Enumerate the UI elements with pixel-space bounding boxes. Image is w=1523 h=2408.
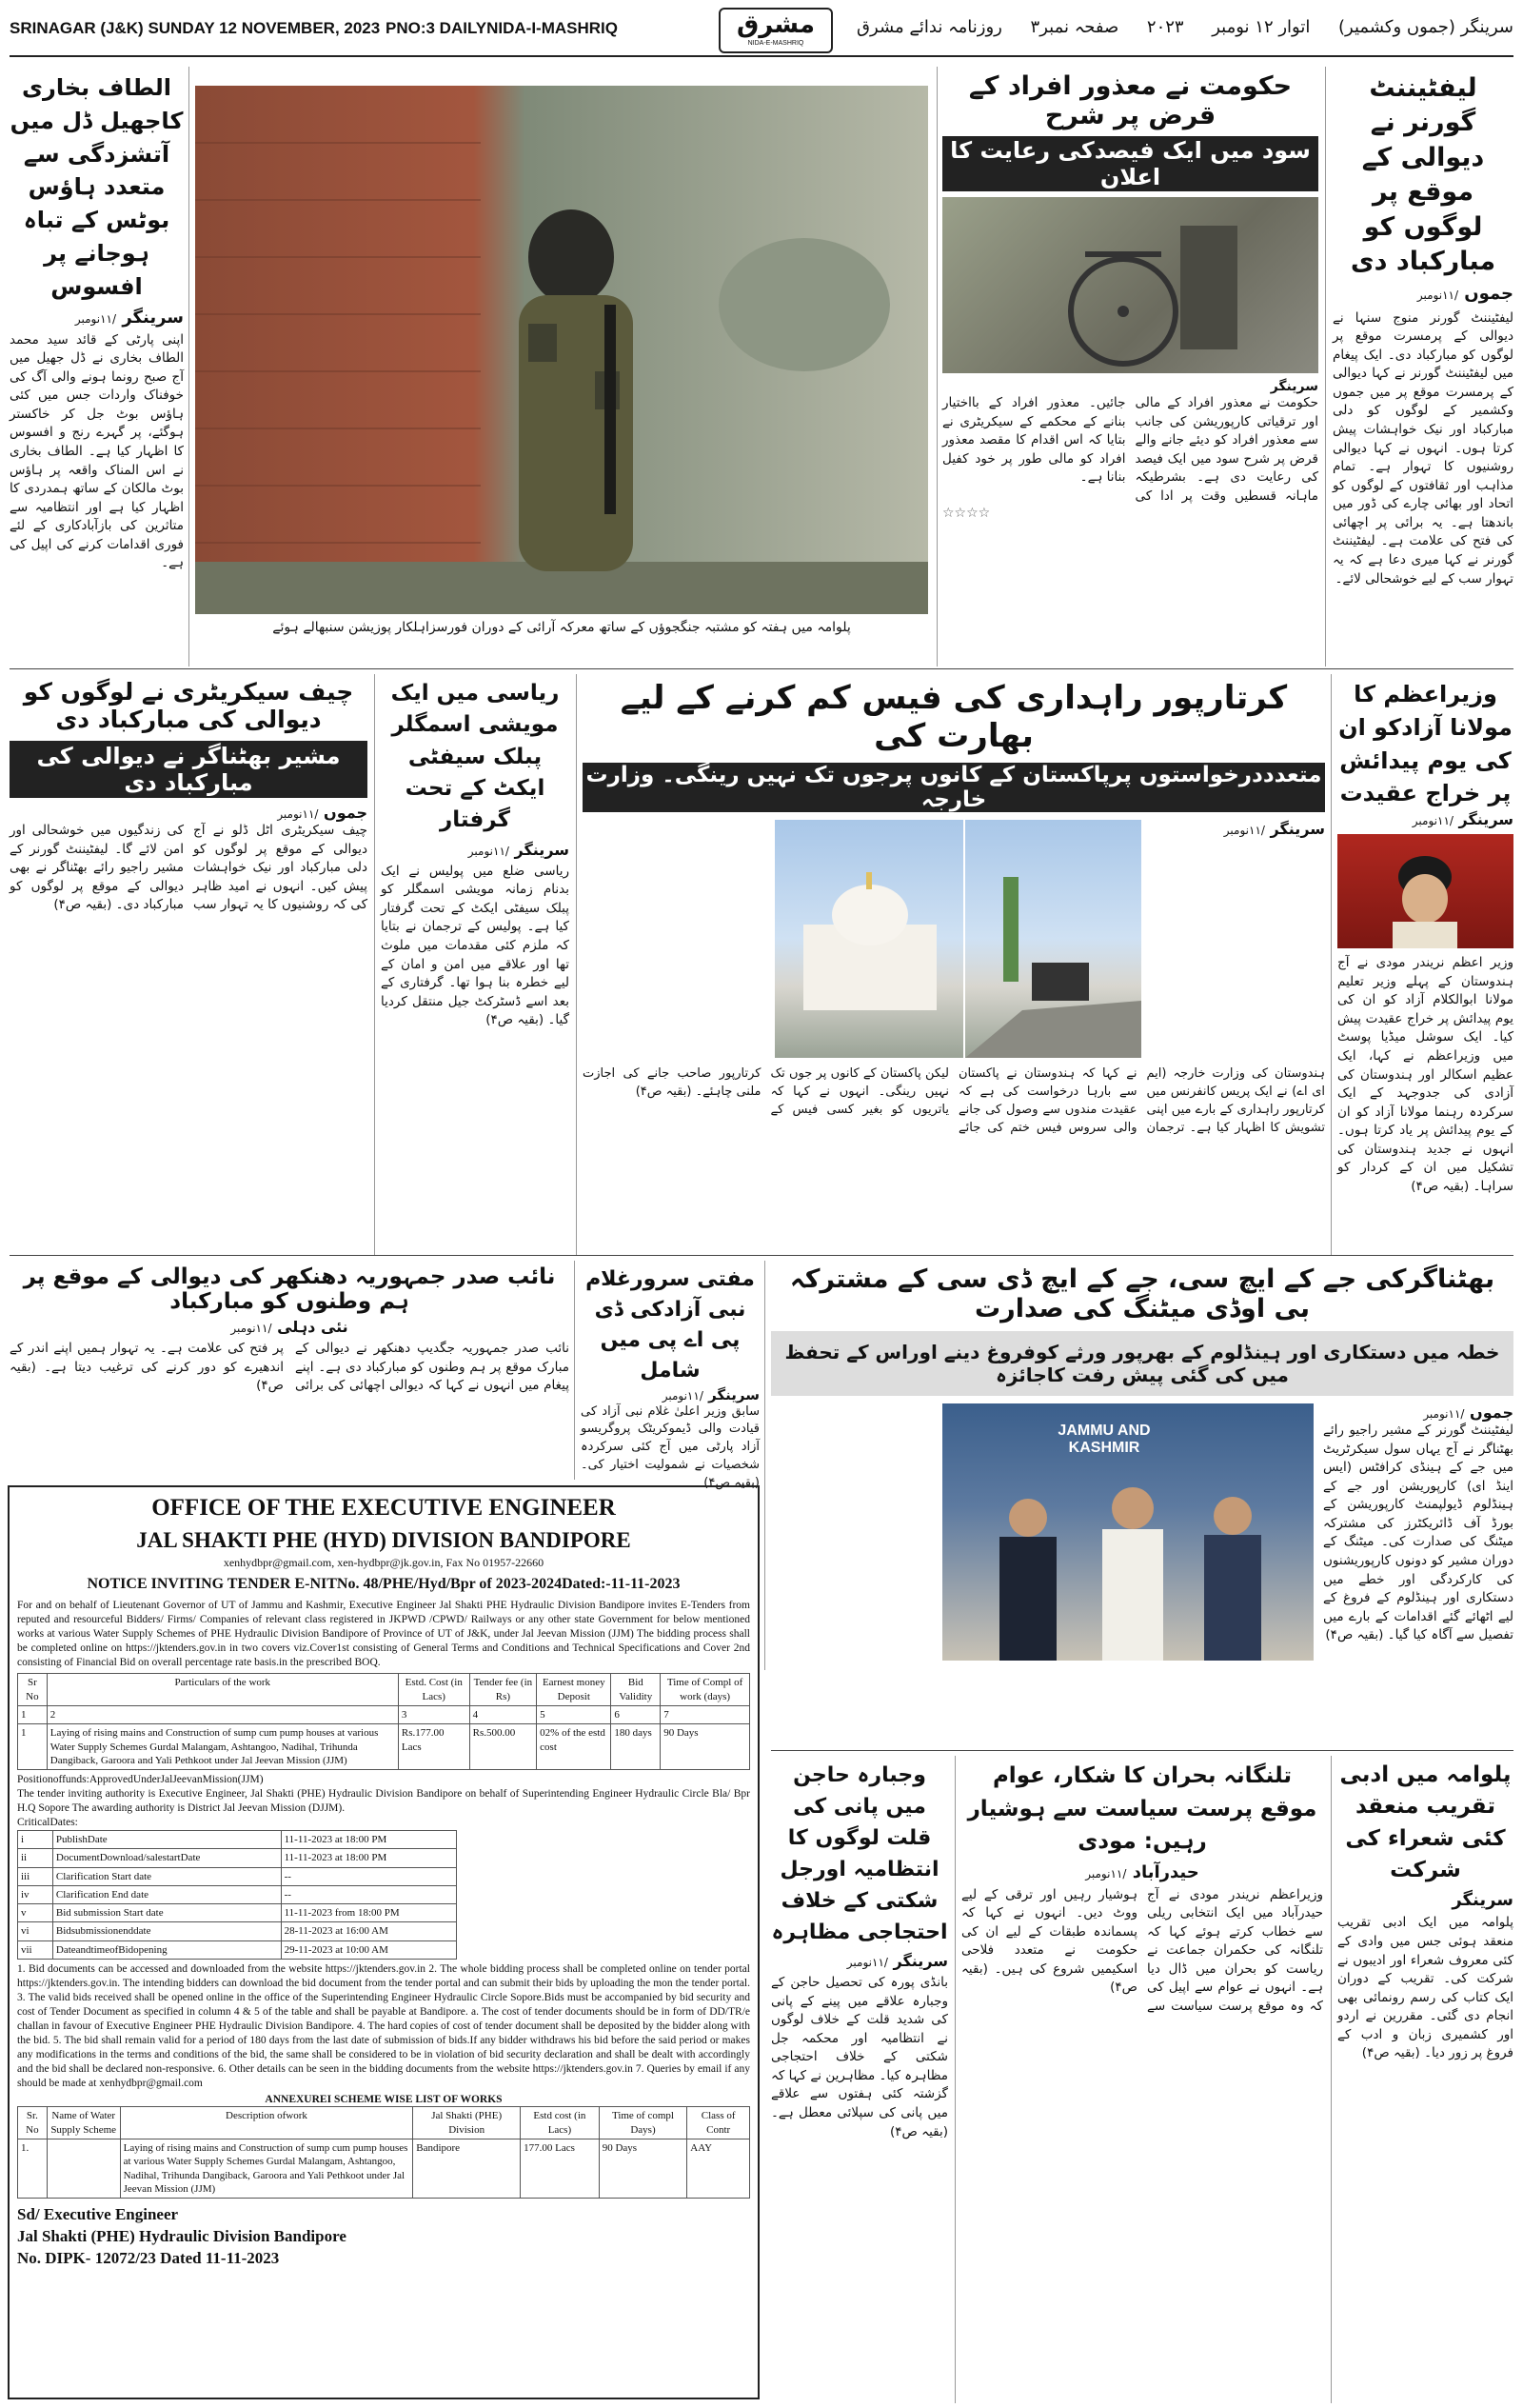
headline: تلنگانہ بحران کا شکار، عوام موقع پرست سیاست سے ہوشیار رہیں: مودی (967, 1763, 1317, 1854)
dateline-date: /۱۱نومبر (662, 1388, 703, 1403)
photo-sign: JAMMU AND KASHMIR (1058, 1423, 1151, 1456)
table-row (18, 1922, 457, 1940)
story-azad (1337, 678, 1513, 1249)
wheelchair-photo (942, 197, 1318, 373)
dateline-date: /۱۱نومبر (277, 807, 319, 821)
story-pulwama (1337, 1760, 1513, 2398)
headline: لیفٹیننٹ گورنر نے دیوالی کے موقع پر لوگوں کو مبارکباد دی (1350, 73, 1496, 277)
table-cell: 90 Days (599, 2139, 687, 2199)
banner: مشیر بھٹناگر نے دیوالی کی مبارکباد دی (10, 741, 367, 798)
dateline-date: /۱۱نومبر (230, 1322, 272, 1335)
dateline-date: /۱۱نومبر (1416, 288, 1459, 302)
sign-line-1: Sd/ Executive Engineer (17, 2205, 179, 2224)
main-photo-block (195, 86, 928, 657)
body: وزیراعظم نریندر مودی نے آج حیدرآباد میں ایک انتخابی ریلی سے خطاب کرتے ہوئے کہا کہ تلنگانہ کی حکمران جماعت نے ریاست کو بحران میں ڈال دیا ہے۔ انہوں نے عوام سے اپیل کی کہ وہ موقع پرست سیاست سے ہوشیار رہیں اور ترقی کے لیے ووٹ دیں۔ انہوں نے کہا کہ پسماندہ طبقات کے لیے ان کی حکومت نے متعدد فلاحی اسکیمیں شروع کی ہیں۔ (بقیہ ص۴) (961, 1886, 1323, 2014)
body: ہندوستان کی وزارت خارجہ (ایم ای اے) نے ایک پریس کانفرنس میں کرتارپور راہداری کے بارے میں اپنی تشویش کا اظہار کیا ہے۔ ترجمان نے کہا کہ ہندوستان نے پاکستان سے بارہا درخواست کی ہے کہ عقیدت مندوں سے وصول کی جانے والی سروس فیس ختم کی جائے لیکن پاکستان کے کانوں پر جوں تک نہیں رینگی۔ انہوں نے کہا کہ یاتریوں کو بغیر کسی فیس کے کرتارپور صاحب جانے کی اجازت ملنی چاہئے۔ (بقیہ ص۴) (583, 1066, 1325, 1135)
table-cell: 11-11-2023 from 18:00 PM (281, 1904, 456, 1922)
table-row (18, 1940, 457, 1959)
masthead (10, 8, 1513, 57)
headline: مفتی سرورغلام نبی آزادکی ڈی پی اے پی میں شامل (585, 1267, 755, 1383)
table-header: Tender fee (in Rs) (469, 1674, 537, 1706)
table-cell: 02% of the estd cost (537, 1724, 611, 1770)
table-cell: Bandipore (413, 2139, 521, 2199)
body: بانڈی پورہ کی تحصیل حاجن کے وجبارہ علاقے میں پینے کے پانی کی شدید قلت کے خلاف لوگوں نے انتظامیہ اور محکمہ جل شکتی کے خلاف احتجاجی مظاہرہ کیا۔ مظاہرین نے کہا کہ گزشتہ کئی ہفتوں سے علاقے میں پانی کی سپلائی معطل ہے۔ (بقیہ ص۴) (771, 1975, 948, 2139)
body: لیفٹیننٹ گورنر منوج سنہا نے دیوالی کے پرمسرت موقع پر لوگوں کو مبارکباد دی۔ ایک پیغام میں لیفٹیننٹ گورنر نے کہا دیوالی کے پرمسرت موقع پر میں جموں وکشمیر کے لوگوں کو دلی مبارکباد اور نیک خواہشات پیش کرتا ہوں۔ انہوں نے کہا دیوالی روشنیوں کا تہوار ہے۔ تمام مذاہب اور ثقافتوں کے لوگوں کو اتحاد اور بھائی چارے کی ڈور میں باندھتا ہے۔ یہ برائی پر اچھائی کی فتح کی علامت ہے۔ لیفٹیننٹ گورنر نے کہا میری دعا ہے کہ یہ تہوار سب کے لیے خوشحالی لائے۔ (1333, 309, 1513, 587)
table-cell: DocumentDownload/salestartDate (52, 1849, 281, 1867)
dateline-date: /۱۱نومبر (1085, 1866, 1127, 1881)
divider (1331, 674, 1332, 1255)
table-cell: 6 (611, 1706, 661, 1724)
table-cell: iii (18, 1867, 53, 1885)
divider (955, 1756, 956, 2403)
headline: کرتارپور راہداری کی فیس کم کرنے کے لیے بھارت کی (620, 679, 1288, 755)
table-cell: i (18, 1831, 53, 1849)
table-header-row (18, 1674, 750, 1706)
divider (937, 67, 938, 667)
soldier-illustration (195, 86, 928, 614)
sign-line-2: Jal Shakti (PHE) Hydraulic Division Bandipore (17, 2227, 346, 2246)
banner: متعدددرخواستوں پرپاکستان کے کانوں پرجوں تک نہیں رینگی۔ وزارت خارجہ (583, 763, 1325, 812)
table-cell: Rs.500.00 (469, 1724, 537, 1770)
table-header: Estd cost (in Lacs) (521, 2107, 600, 2139)
sign-line-3: No. DIPK- 12072/23 Dated 11-11-2023 (17, 2249, 280, 2268)
table-cell: 1 (18, 1724, 48, 1770)
story-lg-diwali (1333, 71, 1513, 662)
headline: نائب صدر جمہوریہ دھنکھر کی دیوالی کے موقع پر ہم وطنوں کو مبارکباد (23, 1264, 556, 1314)
divider (1331, 1756, 1332, 2403)
dateline: جموں (324, 804, 367, 822)
story-mufti (581, 1264, 760, 1490)
gurdwara-illustration (775, 820, 1141, 1058)
table-row (18, 1724, 750, 1770)
table-row (18, 1867, 457, 1885)
tender-signature (17, 2204, 750, 2270)
story-kartarpur (583, 678, 1325, 1249)
masthead-logo (719, 8, 833, 53)
logo-sub: NIDA-E-MASHRIQ (747, 40, 804, 47)
table-cell: 1. (18, 2139, 48, 2199)
table-header: Earnest money Deposit (537, 1674, 611, 1706)
tender-office: OFFICE OF THE EXECUTIVE ENGINEER (151, 1495, 616, 1521)
headline: وجبارہ حاجن میں پانی کی قلت لوگوں کا انتظامیہ اورجل شکتی کے خلاف احتجاجی مظاہرہ (771, 1763, 948, 1944)
dateline: سرینگر (893, 1952, 948, 1970)
kartarpur-photo (775, 820, 1141, 1058)
dateline: سرینگر (708, 1385, 760, 1403)
row-divider (10, 668, 1513, 669)
divider (764, 1261, 765, 1670)
dateline: نئی دہلی (277, 1318, 348, 1336)
masthead-paper: روزنامہ ندائے مشرق (857, 17, 1002, 37)
table-cell: vii (18, 1940, 53, 1959)
tender-intro: For and on behalf of Lieutenant Governor of UT of Jammu and Kashmir, Executive Engineer Jal Shakti PHE Hydraulic Division Bandipore invites E-Tenders from reputed and resourceful Bidders/ Firms/ Companies of relevant class registered in JKPWD /CPWD/ Railways or any other state Government for below mentioned works at various Water Supply Schemes of PHE Hydraulic Division Bandipore of Province of UT of J&K, under Jal Jeevan Mission (JJM) The bidding process shall be completed online on https://jktenders.gov.in in two covers viz.Cover1st consisting of General Terms and Conditions and Technical Specifications and Cover 2nd consisting of Financial Bid on overall percentage rate basis.in the prescribed BOQ. (17, 1599, 750, 1668)
story-bhatnagar (771, 1264, 1513, 1750)
divider (574, 1261, 575, 1480)
tender-notes: 1. Bid documents can be accessed and downloaded from the website https://jktenders.gov.in 2. The whole bidding process shall be completed online on tender portal https://jktenders.gov.in. The intending bidders can download the bid document from the tender portal and can submit their bids by uploading the mon the tender portal. 3. The valid bids received shall be opened online in the office of the Superintending Engineer Hydraulic Circle Sopore.Bids must be accompanied by bid security and cost of Tender Document as specified in column 4 & 5 of the table and shall be payable at Bandipore. a. The cost of tender documents should be in form of DD/TR/e challan in favour of Executive Engineer PHE Hydraulic Division Bandipore. 4. The hard copies of cost of tender document shall be deposited by the bidder along with the bid. 5. The bid shall remain valid for a period of 180 days from the last date of submission of bids.If any bidder withdraws his bid before the said period or makes any modifications in the terms and conditions of the bid, the same shall be considered to be in violation of bid security declaration and shall be dealt with accordingly and the bid shall be declared non-responsive. 6. Other details can be seen in the bidding documents from the website https://jktenders.gov.in 7. Queries by email if any should be made at xenhydbpr@gmail.com (17, 1963, 750, 2089)
table-cell: Rs.177.00 Lacs (398, 1724, 469, 1770)
table-header: Time of Compl of work (days) (661, 1674, 750, 1706)
masthead-right (857, 17, 1513, 37)
divider (576, 674, 577, 1255)
divider (188, 67, 189, 667)
table-cell: 4 (469, 1706, 537, 1724)
table-cell: 3 (398, 1706, 469, 1724)
tender-authority: The tender inviting authority is Executive Engineer, Jal Shakti (PHE) Hydraulic Division Bandipore on behalf of Superintending Engineer Hydraulic Circle Bla/ Bpr H.Q Sopore The awarding authority is District Jal Jeevan Mission (DJJM). (17, 1788, 750, 1815)
table-header: Time of compl Days) (599, 2107, 687, 2139)
masthead-year: ۲۰۲۳ (1146, 17, 1184, 37)
wheelchair-icon (942, 197, 1318, 373)
table-index-row (18, 1706, 750, 1724)
table-header: Estd. Cost (in Lacs) (398, 1674, 469, 1706)
tender-annex-title: ANNEXUREI SCHEME WISE LIST OF WORKS (265, 2093, 503, 2105)
table-cell: 11-11-2023 at 18:00 PM (281, 1849, 456, 1867)
story-chief-secretary (10, 678, 367, 1249)
headline: چیف سیکریٹری نے لوگوں کو دیوالی کی مبارکباد دی (23, 678, 354, 733)
body: سابق وزیر اعلیٰ غلام نبی آزاد کی قیادت والی ڈیموکریٹک پروگریسو آزاد پارٹی میں آج کئی سرکردہ شخصیات نے شمولیت اختیار کی۔ (بقیہ ص۴) (581, 1403, 760, 1490)
dateline: سرینگر (514, 840, 569, 859)
table-row (18, 1831, 457, 1849)
banner: سود میں ایک فیصدکی رعایت کا اعلان (942, 136, 1318, 191)
dateline: جموں (1464, 283, 1513, 304)
soldier-photo (195, 86, 928, 614)
table-cell: 90 Days (661, 1724, 750, 1770)
table-cell: 180 days (611, 1724, 661, 1770)
tender-dates-table (17, 1830, 457, 1960)
table-cell: Bidsubmissionenddate (52, 1922, 281, 1940)
table-cell: 29-11-2023 at 10:00 AM (281, 1940, 456, 1959)
dateline: سرینگر (1458, 810, 1513, 829)
headline: الطاف بخاری کاجھیل ڈل میں آتشزدگی سے متعدد ہاؤس بوٹس کے تباہ ہوجانے پر افسوس (10, 74, 184, 300)
table-cell: Laying of rising mains and Construction of sump cum pump houses at various Water Supply Schemes Gurdal Malangam, Ashtangoo, Nadihal, Trihunda Dangiback, Garoora and Yali Pethkoot under Jal Jeevan Mission (JJM) (47, 1724, 398, 1770)
logo-text: مشرق (737, 10, 815, 39)
divider (1325, 67, 1326, 667)
table-header: Name of Water Supply Scheme (47, 2107, 120, 2139)
story-water-protest (771, 1760, 948, 2398)
table-cell: 11-11-2023 at 18:00 PM (281, 1831, 456, 1849)
table-header: Jal Shakti (PHE) Division (413, 2107, 521, 2139)
table-cell: -- (281, 1867, 456, 1885)
table-cell: 28-11-2023 at 16:00 AM (281, 1922, 456, 1940)
table-header-row (18, 2107, 750, 2139)
dateline: جموں (1470, 1403, 1513, 1422)
table-header: Bid Validity (611, 1674, 661, 1706)
body: ریاسی ضلع میں پولیس نے ایک بدنام زمانہ مویشی اسمگلر کو پبلک سیفٹی ایکٹ کے تحت گرفتار کیا ہے۔ پولیس کے ترجمان نے بتایا کہ ملزم کئی مقدمات میں ملوث تھا اور علاقے میں امن و امان کے لیے خطرہ بنا ہوا تھا۔ گرفتاری کے بعد اسے ڈسٹرکٹ جیل منتقل کردیا گیا۔ (بقیہ ص۴) (381, 863, 569, 1028)
dateline: سرینگر (1452, 1890, 1513, 1911)
row-divider (10, 1255, 1513, 1256)
headline: ریاسی میں ایک مویشی اسمگلر پبلک سیفٹی ایکٹ کے تحت گرفتار (390, 681, 560, 833)
body: اپنی پارٹی کے قائد سید محمد الطاف بخاری نے ڈل جھیل میں آج صبح رونما ہونے والی آگ کی خوفناک واردات جس میں کئی ہاؤس بوٹ جل کر خاکستر ہوگئے، پر گہرے رنج و افسوس کا اظہار کیا ہے۔ الطاف بخاری نے اس المناک واقعہ پر ہاؤس بوٹ مالکان کے ساتھ ہمدردی کا اظہار کیا ہے اور انتظامیہ سے متاثرین کی بازآبادکاری کے لئے فوری اقدامات کرنے کی اپیل کی ہے۔ (10, 331, 184, 571)
people-illustration (942, 1403, 1314, 1661)
tender-division: JAL SHAKTI PHE (HYD) DIVISION BANDIPORE (136, 1527, 631, 1552)
table-cell: Laying of rising mains and Construction of sump cum pump houses at various Water Supply Schemes Gurdal Malangam, Ashtangoo, Nadihal, Trihunda Dangiback, Garoora and Yali Pethkoot under Jal Jeevan Mission (JJM) (120, 2139, 413, 2199)
table-cell: ii (18, 1849, 53, 1867)
masthead-page: صفحہ نمبر۳ (1030, 17, 1119, 37)
table-cell: -- (281, 1885, 456, 1903)
story-smuggler (381, 678, 569, 1249)
tender-funds: Positionoffunds:ApprovedUnderJalJeevanMission(JJM) (17, 1774, 264, 1786)
table-cell: AAY (687, 2139, 750, 2199)
photo-caption: پلوامہ میں ہفتہ کو مشتبہ جنگجوؤں کے ساتھ معرکہ آرائی کے دوران فورسزاہلکار پوزیشن سنبھالے ہوئے (272, 620, 851, 635)
table-cell: iv (18, 1885, 53, 1903)
body: حکومت نے معذور افراد کے مالی اور ترقیاتی کارپوریشن کی جانب سے معذور افراد کو دیئے جانے والے قرض پر شرح سود میں ایک فیصد کی رعایت دی ہے۔ بشرطیکہ ماہانہ قسطیں وقت پر ادا کی جائیں۔ معذور افراد کے بااختیار بنانے کے محکمے کے سیکریٹری نے بتایا کہ اس اقدام کا مقصد معذور افراد کو مالی طور پر خود کفیل بنانا ہے۔ (942, 395, 1318, 504)
table-header: Description ofwork (120, 2107, 413, 2139)
body: لیفٹیننٹ گورنر کے مشیر راجیو رائے بھٹناگر نے آج یہاں سول سیکرٹریٹ میں جے کے ہینڈی کرافٹس (ایس اینڈ ای) کارپوریشن اور جے کے ہینڈلوم ڈیولپمنٹ کارپوریشن کے بورڈ آف ڈائریکٹرز کی مشترکہ میٹنگ کی صدارت کی۔ میٹنگ کے دوران مشیر کو دونوں کارپوریشنوں کی کارکردگی اور خطے میں دستکاری اور ہینڈلوم کے فروغ کے لیے اٹھائے گئے اقدامات کے بارے میں تفصیل سے آگاہ کیا گیا۔ (بقیہ ص۴) (1323, 1423, 1513, 1643)
tender-annex-table (17, 2106, 750, 2199)
meeting-photo (942, 1403, 1314, 1661)
dateline-date: /۱۱نومبر (846, 1956, 888, 1969)
dateline: حیدرآباد (1132, 1861, 1199, 1882)
dateline-date: /۱۱نومبر (74, 311, 117, 326)
headline: پلوامہ میں ادبی تقریب منعقد کئی شعراء کی شرکت (1339, 1762, 1512, 1883)
dateline: سرینگر (1270, 820, 1325, 838)
dateline-date: /۱۱نومبر (1223, 824, 1265, 837)
table-header: Class of Contr (687, 2107, 750, 2139)
body: چیف سیکریٹری اٹل ڈلو نے آج دیوالی کے موقع پر لوگوں کو دلی مبارکباد اور نیک خواہشات پیش کیں۔ انہوں نے امید ظاہر کی کہ روشنیوں کا یہ تہوار سب کی زندگیوں میں خوشحالی اور امن لائے گا۔ لیفٹیننٹ گورنر کے مشیر راجیو رائے بھٹناگر نے بھی دیوالی کے موقع پر لوگوں کو مبارکباد دی۔ (بقیہ ص۴) (10, 823, 367, 913)
table-cell: 7 (661, 1706, 750, 1724)
banner: خطہ میں دستکاری اور ہینڈلوم کے بھرپور ورثے کوفروغ دینے اوراس کے تحفظ میں کی گئی پیش رفت کاجائزہ (771, 1331, 1513, 1396)
table-header: Sr. No (18, 2107, 48, 2139)
table-row (18, 1904, 457, 1922)
story-telangana (961, 1760, 1323, 2398)
body: نائب صدر جمہوریہ جگدیپ دھنکھر نے دیوالی کے مبارک موقع پر ہم وطنوں کو مبارکباد دی ہے۔ اپنے پیغام میں انہوں نے کہا کہ دیوالی اچھائی کی برائی پر فتح کی علامت ہے۔ یہ تہوار ہمیں اپنے اندر کے اندھیرے کو دور کرنے کی ترغیب دیتا ہے۔ (بقیہ ص۴) (10, 1341, 569, 1394)
rating-stars: ☆☆☆☆ (942, 506, 991, 522)
azad-portrait (1337, 834, 1513, 948)
masthead-left: SRINAGAR (J&K) SUNDAY 12 NOVEMBER, 2023 (10, 19, 381, 37)
headline: وزیراعظم کا مولانا آزادکو ان کی یوم پیدائش پر خراج عقیدت (1338, 681, 1513, 807)
dateline-date: /۱۱نومبر (1423, 1407, 1465, 1421)
masthead-pno: PNO:3 DAILYNIDA-I-MASHRIQ (386, 19, 618, 37)
dateline: سرینگر (1270, 379, 1318, 394)
table-row (18, 2139, 750, 2199)
body: پلوامہ میں ایک ادبی تقریب منعقد ہوئی جس میں وادی کے کئی معروف شعراء اور ادیبوں نے شرکت کی۔ تقریب کے دوران ایک کتاب کی رسم رونمائی بھی انجام دی گئی۔ مقررین نے اردو اور کشمیری زبان و ادب کے فروغ پر زور دیا۔ (بقیہ ص۴) (1337, 1915, 1513, 2061)
tender-notice-title: NOTICE INVITING TENDER E-NITNo. 48/PHE/Hyd/Bpr of 2023-2024Dated:-11-11-2023 (87, 1575, 681, 1592)
table-header: Sr No (18, 1674, 48, 1706)
dateline-date: /۱۱نومبر (1412, 814, 1454, 828)
tender-contact: xenhydbpr@gmail.com, xen-hydbpr@jk.gov.in, Fax No 01957-22660 (223, 1556, 544, 1570)
headline: بھٹناگرکی جے کے ایچ سی، جے کے ایچ ڈی سی کے مشترکہ بی اوڈی میٹنگ کی صدارت (789, 1264, 1495, 1323)
masthead-city: سرینگر (جموں وکشمیر) (1338, 17, 1513, 37)
table-cell: v (18, 1904, 53, 1922)
table-cell: Clarification End date (52, 1885, 281, 1903)
table-cell (47, 2139, 120, 2199)
headline: حکومت نے معذور افراد کے قرض پر شرح (968, 71, 1293, 130)
table-row (18, 1885, 457, 1903)
story-altaf (10, 71, 184, 662)
tender-critical-label: CriticalDates: (17, 1817, 78, 1829)
table-cell: DateandtimeofBidopening (52, 1940, 281, 1959)
masthead-day: اتوار ۱۲ نومبر (1212, 17, 1311, 37)
tender-ad (8, 1485, 760, 2399)
portrait-icon (1337, 834, 1513, 948)
table-header: Particulars of the work (47, 1674, 398, 1706)
table-cell: 2 (47, 1706, 398, 1724)
table-cell: 5 (537, 1706, 611, 1724)
table-cell: PublishDate (52, 1831, 281, 1849)
table-cell: Bid submission Start date (52, 1904, 281, 1922)
table-row (18, 1849, 457, 1867)
tender-work-table (17, 1673, 750, 1770)
row-divider (771, 1750, 1513, 1751)
table-cell: 1 (18, 1706, 48, 1724)
dateline: سرینگر (122, 307, 184, 328)
table-cell: Clarification Start date (52, 1867, 281, 1885)
story-loan-subsidy (942, 71, 1318, 662)
body: وزیر اعظم نریندر مودی نے آج ہندوستان کے پہلے وزیر تعلیم مولانا ابوالکلام آزاد کو ان کی یوم پیدائش پر خراج عقیدت پیش کیا۔ ایک سوشل میڈیا پوسٹ میں وزیراعظم نے کہا، ایک عظیم اسکالر اور ہندوستان کی آزادی کی جدوجہد کے ایک سرکردہ رہنما مولانا آزاد کو ان کے یوم پیدائش پر یاد کرتا ہوں۔ انہوں نے جدید ہندوستان کی تشکیل میں ان کے کردار کو سراہا۔ (بقیہ ص۴) (1337, 955, 1513, 1194)
table-cell: 177.00 Lacs (521, 2139, 600, 2199)
story-vp (10, 1264, 569, 1483)
dateline-date: /۱۱نومبر (467, 844, 509, 858)
table-cell: vi (18, 1922, 53, 1940)
divider (374, 674, 375, 1255)
